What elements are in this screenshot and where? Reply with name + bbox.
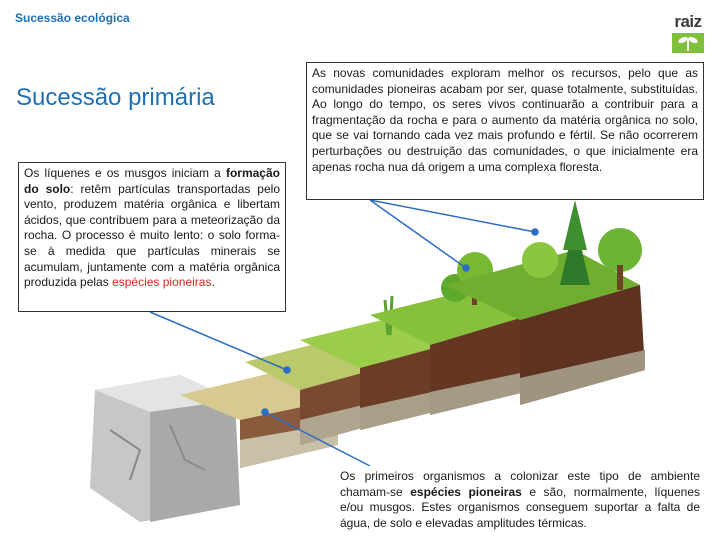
left-text-part2: : retêm partículas transportadas pelo vento, produzem matéria orgânica e libertam ácidos, que contribuem para a meteorização da rocha. O processo é muito lento: o solo forma-se à medida que partículas minerais se acumulam, juntamente com a matéria orgânica produzida pelas <box>24 181 280 290</box>
left-text-end: . <box>211 275 215 290</box>
bottom-text-part2: e são, normalmente, líquenes e/ou musgos. Estes organismos conseguem suportar a falta de água, de solo e elevadas amplitudes térmicas. <box>340 484 700 530</box>
left-explanation <box>18 162 286 312</box>
logo-word: raiz <box>674 12 702 31</box>
top-explanation: As novas comunidades exploram melhor os recursos, pelo que as comunidades pioneiras acabam por ser, quase totalmente, substituídas. Ao longo do tempo, os seres vivos continuarão a contribuir para a fragmentação da rocha e para o aumento da matéria orgânica no solo, que se vai tornando cada vez mais profundo e fértil. Se não ocorrerem perturbações ou destruição das comunidades, o que inicialmente era apenas rocha nua dá origem a uma complexa floresta. <box>306 62 704 200</box>
left-text-bold: formação do solo <box>24 166 280 196</box>
section-title: Sucessão ecológica <box>15 11 130 25</box>
bottom-explanation <box>335 466 705 534</box>
bottom-text-bold: espécies pioneiras <box>410 484 522 499</box>
page-title: Sucessão primária <box>16 84 215 111</box>
left-text-part1: Os líquenes e os musgos iniciam a <box>24 166 226 180</box>
bottom-text-part1: Os primeiros organismos a colonizar este tipo de ambiente chamam-se <box>340 469 700 499</box>
pioneer-species-term: espécies pioneiras <box>112 275 212 290</box>
